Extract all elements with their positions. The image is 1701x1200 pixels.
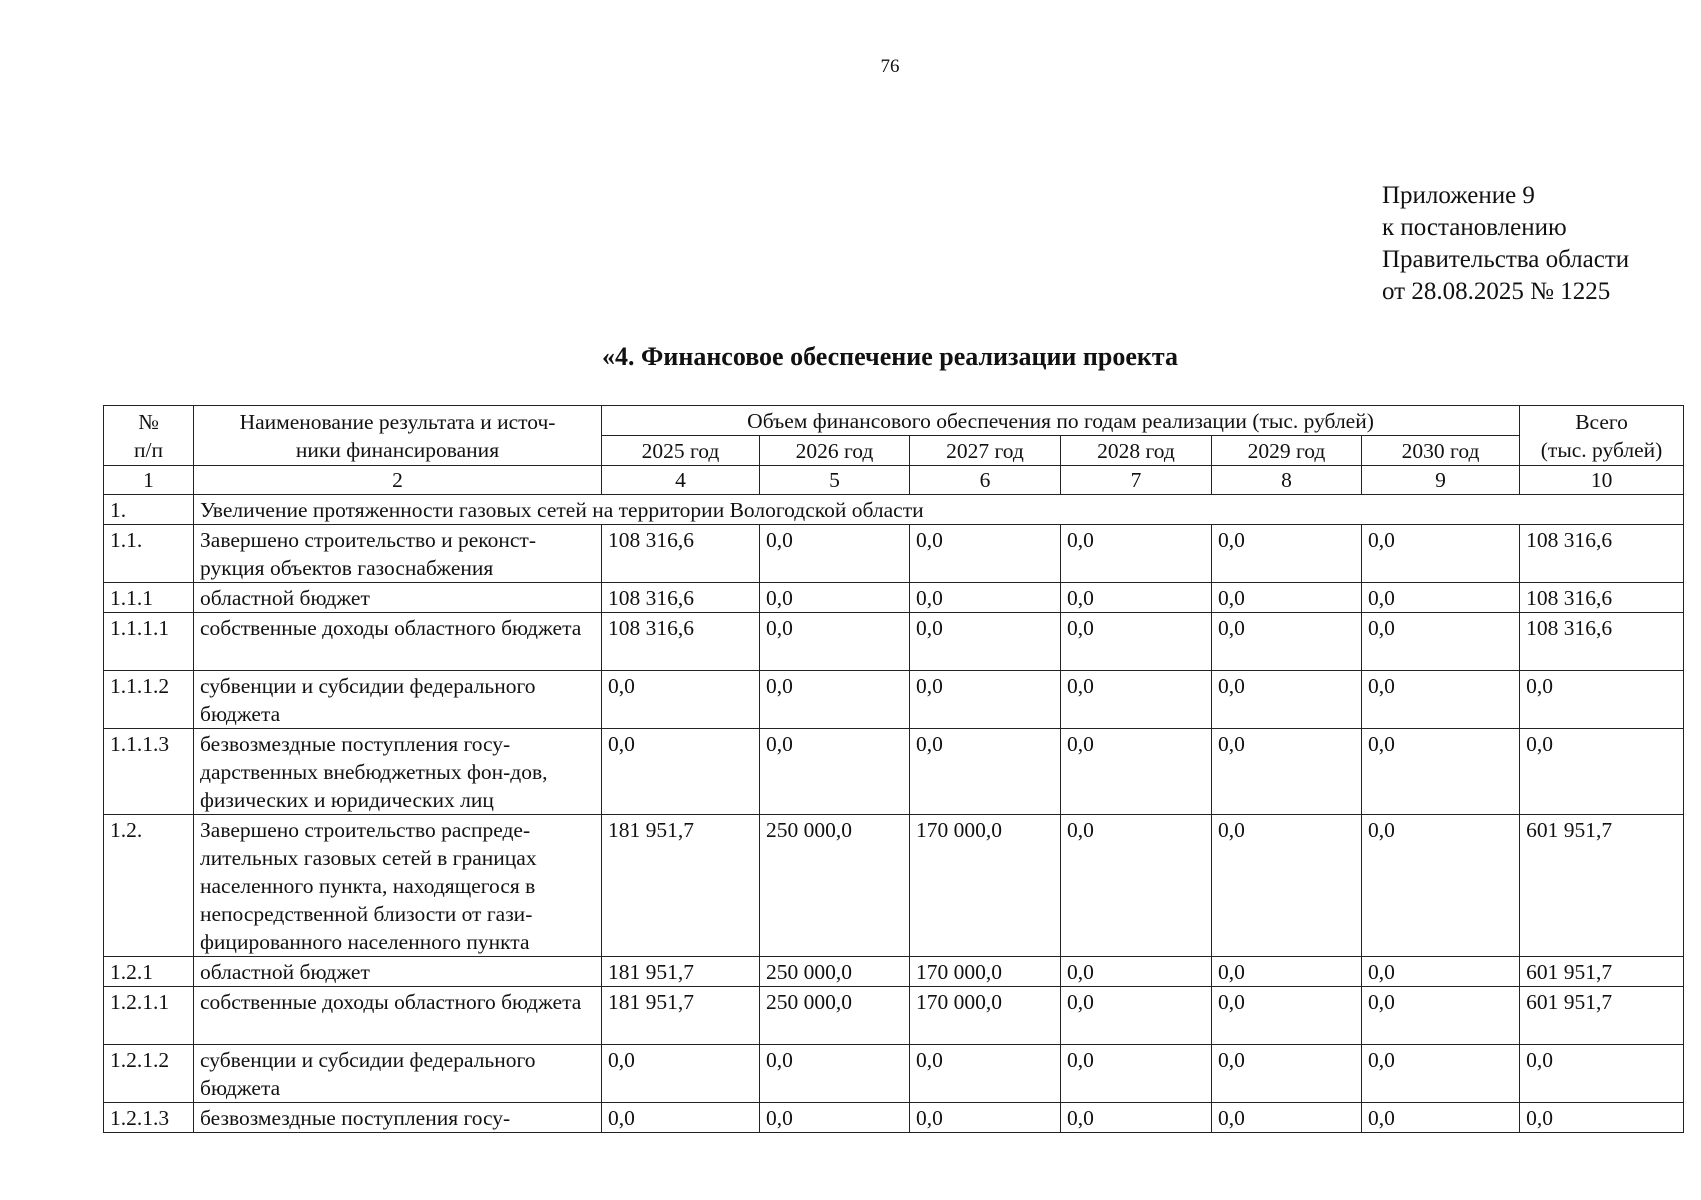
- value-2027: 0,0: [910, 671, 1061, 729]
- column-number: 1: [104, 466, 194, 495]
- value-total: 0,0: [1520, 729, 1684, 815]
- value-2026: 0,0: [760, 671, 910, 729]
- section-row: [104, 495, 1684, 525]
- value-2028: 0,0: [1061, 671, 1212, 729]
- value-total: 108 316,6: [1520, 613, 1684, 671]
- row-name: собственные доходы областного бюджета: [194, 987, 602, 1045]
- header-total-line1: Всего: [1575, 409, 1628, 434]
- value-2025: 0,0: [602, 1103, 760, 1133]
- row-name: областной бюджет: [194, 957, 602, 987]
- row-name: безвозмездные поступления госу-: [194, 1103, 602, 1133]
- value-total: 0,0: [1520, 671, 1684, 729]
- annex-line: от 28.08.2025 № 1225: [1382, 278, 1611, 305]
- table-row: [104, 671, 1684, 729]
- row-num: 1.1.1: [104, 583, 194, 613]
- value-2026: 0,0: [760, 729, 910, 815]
- value-2028: 0,0: [1061, 987, 1212, 1045]
- value-2025: 108 316,6: [602, 525, 760, 583]
- value-2028: 0,0: [1061, 815, 1212, 957]
- value-2027: 0,0: [910, 613, 1061, 671]
- value-2030: 0,0: [1362, 957, 1520, 987]
- value-total: 601 951,7: [1520, 987, 1684, 1045]
- value-2030: 0,0: [1362, 525, 1520, 583]
- value-2026: 250 000,0: [760, 987, 910, 1045]
- value-2029: 0,0: [1212, 987, 1362, 1045]
- annex-line: Приложение 9: [1382, 182, 1535, 209]
- value-2030: 0,0: [1362, 987, 1520, 1045]
- header-year: 2025 год: [602, 436, 760, 466]
- value-2029: 0,0: [1212, 957, 1362, 987]
- row-num: 1.2.1.1: [104, 987, 194, 1045]
- value-2027: 0,0: [910, 1103, 1061, 1133]
- value-2029: 0,0: [1212, 1103, 1362, 1133]
- column-number: 4: [602, 466, 760, 495]
- value-2025: 181 951,7: [602, 987, 760, 1045]
- value-2030: 0,0: [1362, 815, 1520, 957]
- row-num: 1.2.1: [104, 957, 194, 987]
- value-2027: 0,0: [910, 1045, 1061, 1103]
- column-numbers-row: [104, 466, 1684, 495]
- value-2028: 0,0: [1061, 729, 1212, 815]
- value-2029: 0,0: [1212, 815, 1362, 957]
- table-row: [104, 815, 1684, 957]
- header-year: 2027 год: [910, 436, 1061, 466]
- value-2026: 0,0: [760, 613, 910, 671]
- value-2029: 0,0: [1212, 1045, 1362, 1103]
- value-total: 0,0: [1520, 1103, 1684, 1133]
- row-name: субвенции и субсидии федерального бюджета: [194, 1045, 602, 1103]
- table-row: [104, 583, 1684, 613]
- column-number: 9: [1362, 466, 1520, 495]
- value-2027: 0,0: [910, 525, 1061, 583]
- value-2027: 0,0: [910, 729, 1061, 815]
- value-2025: 108 316,6: [602, 613, 760, 671]
- value-2030: 0,0: [1362, 1045, 1520, 1103]
- row-num: 1.2.: [104, 815, 194, 957]
- value-2028: 0,0: [1061, 1103, 1212, 1133]
- value-2028: 0,0: [1061, 957, 1212, 987]
- header-num-line1: №: [138, 409, 159, 434]
- header-name-line1: Наименование результата и источ-: [239, 409, 556, 434]
- value-2028: 0,0: [1061, 583, 1212, 613]
- value-2025: 0,0: [602, 671, 760, 729]
- table-row: [104, 957, 1684, 987]
- header-name: [194, 406, 602, 466]
- value-total: 0,0: [1520, 1045, 1684, 1103]
- header-year: 2026 год: [760, 436, 910, 466]
- row-name: субвенции и субсидии федерального бюджета: [194, 671, 602, 729]
- value-total: 108 316,6: [1520, 583, 1684, 613]
- column-number: 6: [910, 466, 1061, 495]
- table-row: [104, 1103, 1684, 1133]
- value-2025: 108 316,6: [602, 583, 760, 613]
- annex-block: [1382, 180, 1629, 308]
- row-name: Завершено строительство и реконст-рукция объектов газоснабжения: [194, 525, 602, 583]
- value-2029: 0,0: [1212, 583, 1362, 613]
- row-name: Завершено строительство распреде-лительных газовых сетей в границах населенного пункта, находящегося в непосредственной близости от гази-фицированного населенного пункта: [194, 815, 602, 957]
- value-2027: 170 000,0: [910, 987, 1061, 1045]
- column-number: 5: [760, 466, 910, 495]
- value-2029: 0,0: [1212, 525, 1362, 583]
- table-row: [104, 1045, 1684, 1103]
- row-num: 1.1.: [104, 525, 194, 583]
- header-num: [104, 406, 194, 466]
- value-2030: 0,0: [1362, 613, 1520, 671]
- value-total: 108 316,6: [1520, 525, 1684, 583]
- value-2029: 0,0: [1212, 613, 1362, 671]
- header-name-line2: ники финансирования: [295, 437, 500, 462]
- value-2030: 0,0: [1362, 1103, 1520, 1133]
- column-number: 2: [194, 466, 602, 495]
- table-row: [104, 613, 1684, 671]
- table-row: [104, 525, 1684, 583]
- row-num: 1.1.1.2: [104, 671, 194, 729]
- header-num-line2: п/п: [134, 437, 163, 462]
- column-number: 7: [1061, 466, 1212, 495]
- value-total: 601 951,7: [1520, 815, 1684, 957]
- table-row: [104, 987, 1684, 1045]
- value-2025: 0,0: [602, 1045, 760, 1103]
- value-2026: 0,0: [760, 525, 910, 583]
- header-year: 2028 год: [1061, 436, 1212, 466]
- value-2026: 250 000,0: [760, 815, 910, 957]
- row-num: 1.1.1.3: [104, 729, 194, 815]
- row-name: собственные доходы областного бюджета: [194, 613, 602, 671]
- value-2027: 170 000,0: [910, 815, 1061, 957]
- page-number: 76: [880, 56, 900, 77]
- value-2029: 0,0: [1212, 671, 1362, 729]
- row-num: 1.2.1.2: [104, 1045, 194, 1103]
- annex-line: Правительства области: [1382, 246, 1630, 273]
- value-2025: 0,0: [602, 729, 760, 815]
- header-year: 2030 год: [1362, 436, 1520, 466]
- header-total: [1520, 406, 1684, 466]
- value-2029: 0,0: [1212, 729, 1362, 815]
- value-total: 601 951,7: [1520, 957, 1684, 987]
- value-2025: 181 951,7: [602, 815, 760, 957]
- value-2028: 0,0: [1061, 1045, 1212, 1103]
- value-2030: 0,0: [1362, 583, 1520, 613]
- header-volume: Объем финансового обеспечения по годам реализации (тыс. рублей): [602, 406, 1520, 436]
- value-2026: 0,0: [760, 1045, 910, 1103]
- financing-table: [103, 405, 1684, 1133]
- header-year: 2029 год: [1212, 436, 1362, 466]
- section-name: Увеличение протяженности газовых сетей на территории Вологодской области: [194, 495, 1684, 525]
- value-2027: 0,0: [910, 583, 1061, 613]
- value-2026: 0,0: [760, 1103, 910, 1133]
- value-2026: 250 000,0: [760, 957, 910, 987]
- column-number: 10: [1520, 466, 1684, 495]
- row-name: безвозмездные поступления госу-дарственных внебюджетных фон-дов, физических и юридических лиц: [194, 729, 602, 815]
- value-2027: 170 000,0: [910, 957, 1061, 987]
- row-num: 1.1.1.1: [104, 613, 194, 671]
- value-2028: 0,0: [1061, 525, 1212, 583]
- value-2028: 0,0: [1061, 613, 1212, 671]
- value-2030: 0,0: [1362, 671, 1520, 729]
- section-num: 1.: [104, 495, 194, 525]
- value-2026: 0,0: [760, 583, 910, 613]
- section-title: «4. Финансовое обеспечение реализации проекта: [602, 342, 1178, 371]
- value-2025: 181 951,7: [602, 957, 760, 987]
- row-name: областной бюджет: [194, 583, 602, 613]
- row-num: 1.2.1.3: [104, 1103, 194, 1133]
- value-2030: 0,0: [1362, 729, 1520, 815]
- annex-line: к постановлению: [1382, 214, 1567, 241]
- table-row: [104, 729, 1684, 815]
- column-number: 8: [1212, 466, 1362, 495]
- header-total-line2: (тыс. рублей): [1540, 437, 1663, 462]
